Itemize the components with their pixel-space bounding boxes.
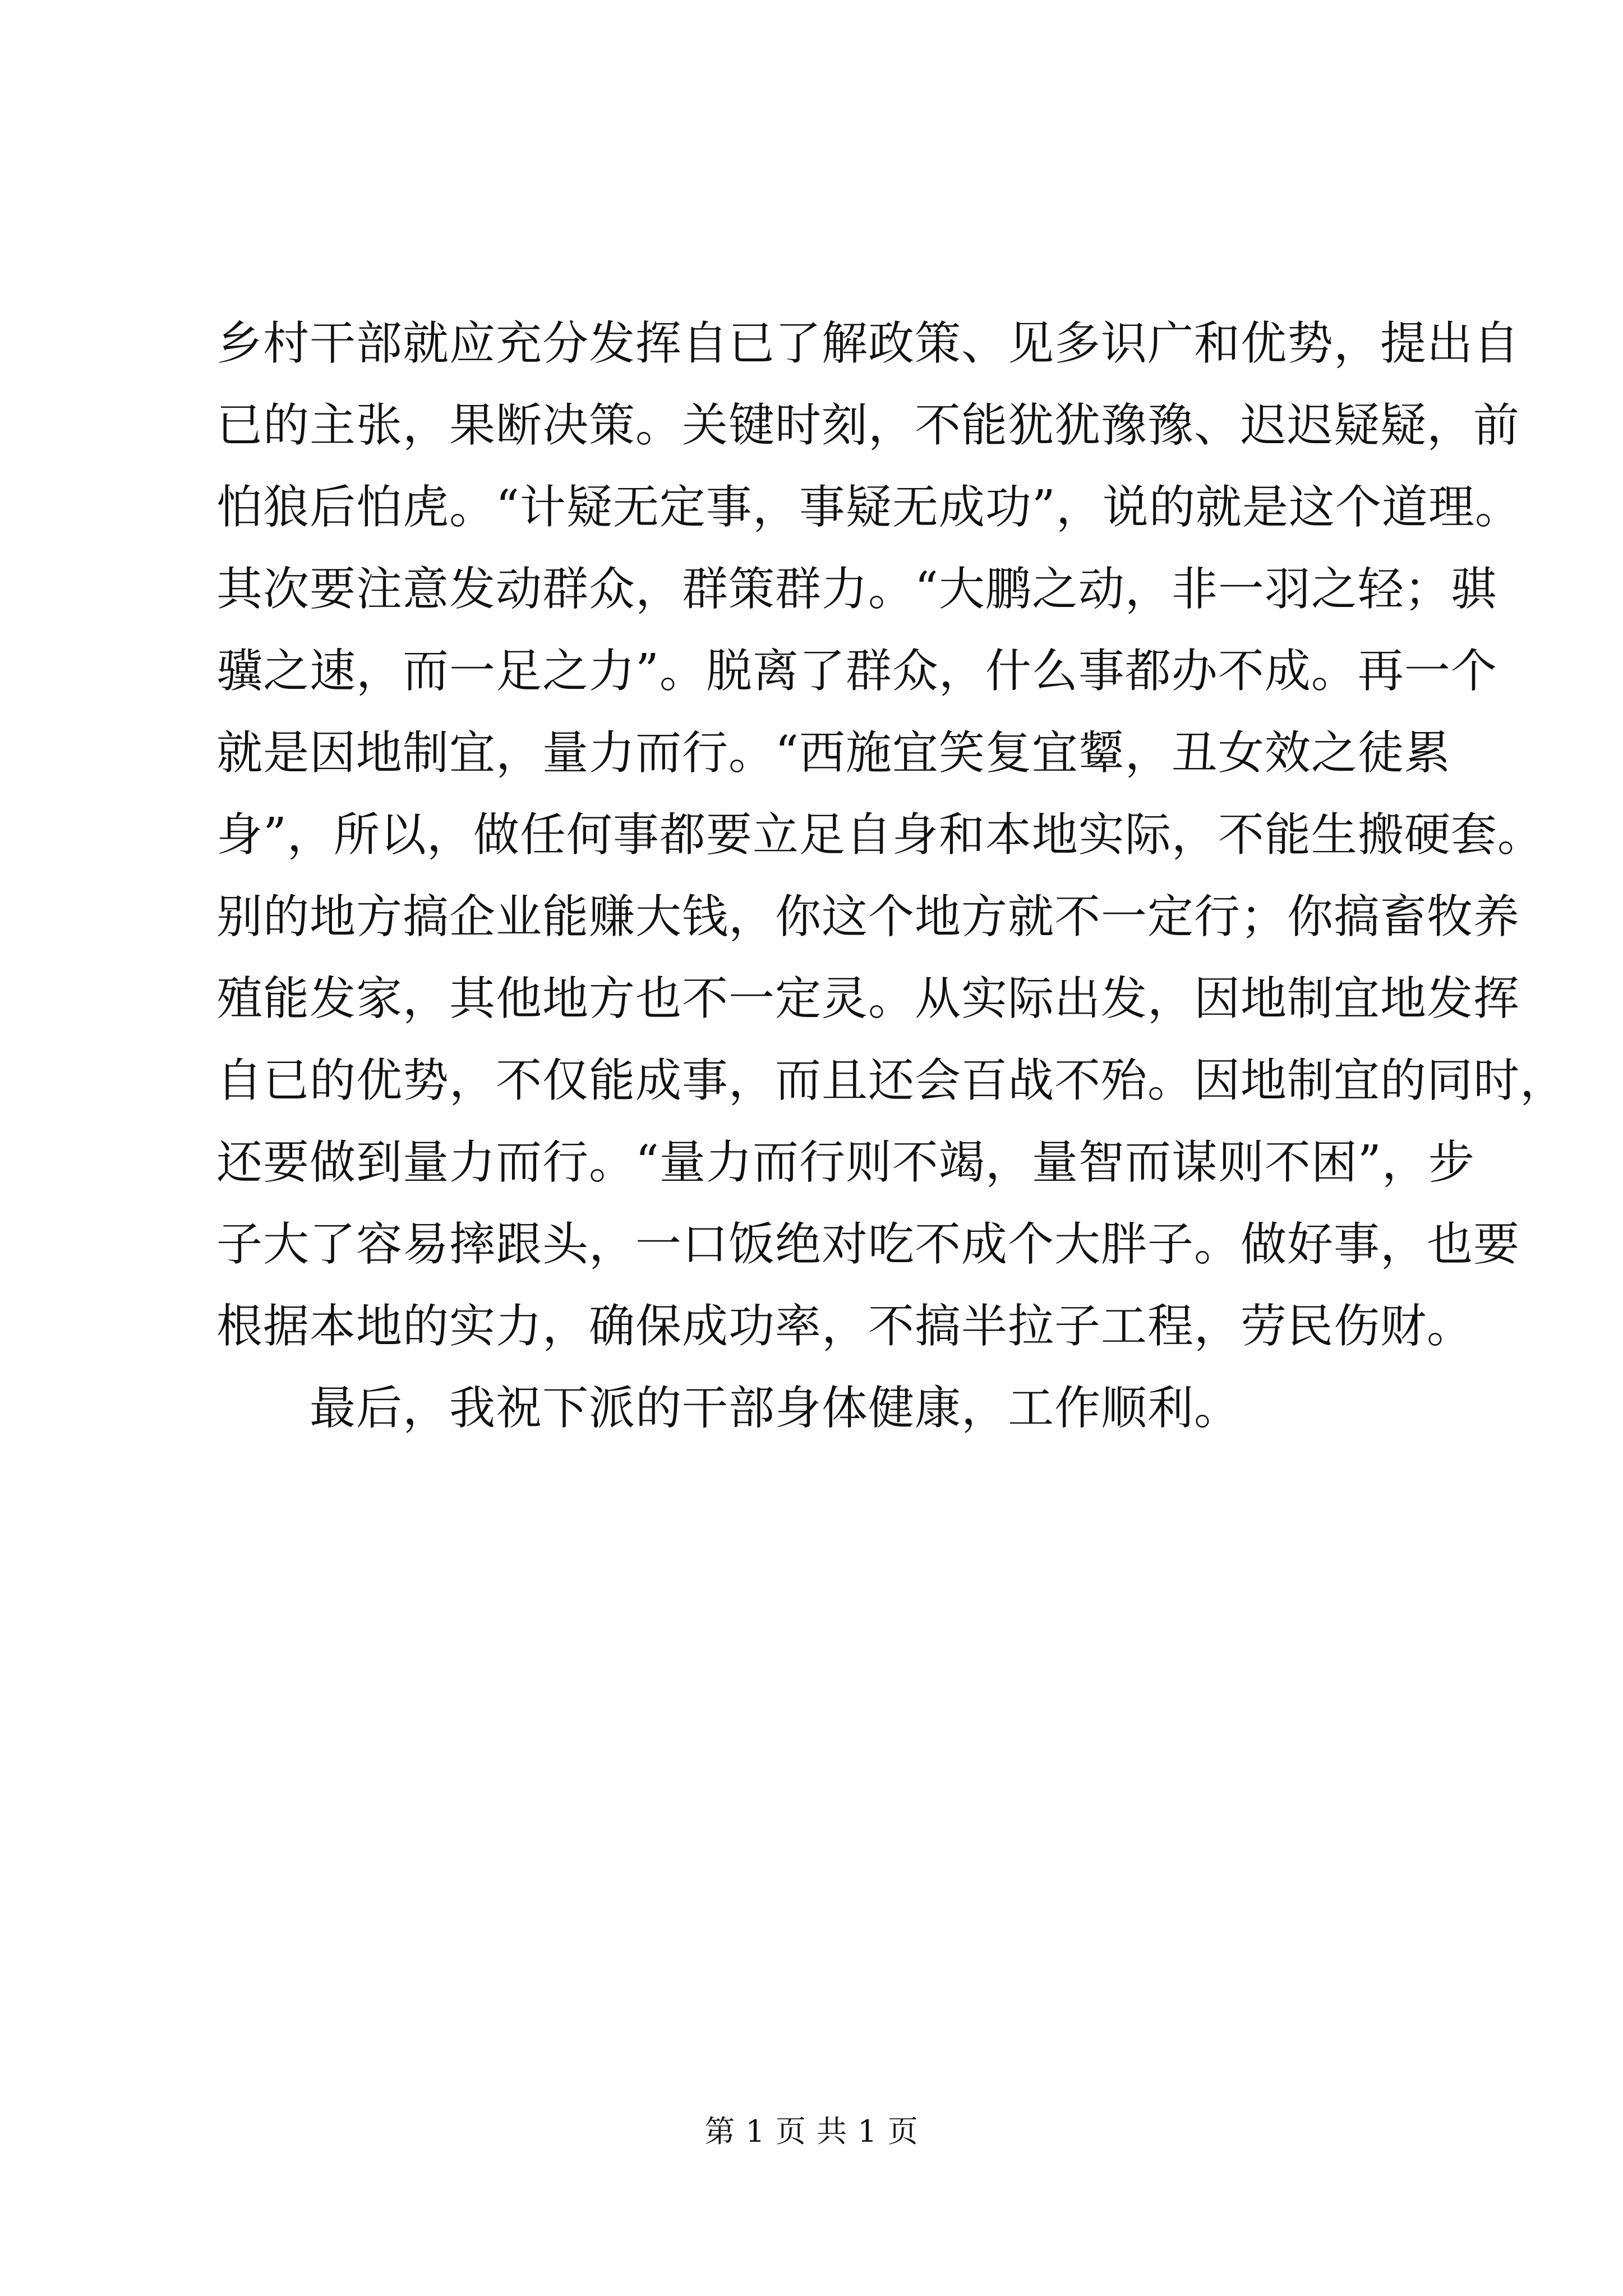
body-line-3: 怕狼后怕虎。“计疑无定事，事疑无成功”，说的就是这个道理。 [216,481,1521,534]
body-line-8: 别的地方搞企业能赚大钱，你这个地方就不一定行；你搞畜牧养 [216,890,1520,944]
body-line-12: 子大了容易摔跟头，一口饭绝对吃不成个大胖子。做好事，也要 [216,1218,1520,1271]
body-line-13: 根据本地的实力，确保成功率，不搞半拉子工程，劳民伤财。 [216,1300,1474,1353]
body-line-11: 还要做到量力而行。“量力而行则不竭，量智而谋则不困”，步 [216,1136,1475,1189]
body-line-1: 乡村干部就应充分发挥自已了解政策、见多识广和优势，提出自 [216,317,1520,370]
page-number-footer: 第 1 页 共 1 页 [704,2114,919,2149]
body-line-6: 就是因地制宜，量力而行。“西施宜笑复宜颦，丑女效之徒累 [216,726,1451,780]
closing-line: 最后，我祝下派的干部身体健康，工作顺利。 [310,1382,1241,1435]
body-line-4: 其次要注意发动群众，群策群力。“大鹏之动，非一羽之轻；骐 [216,563,1497,616]
body-line-2: 已的主张，果断决策。关键时刻，不能犹犹豫豫、迟迟疑疑，前 [216,399,1520,452]
body-line-7: 身”，所以，做任何事都要立足自身和本地实际，不能生搬硬套。 [216,808,1544,862]
body-line-9: 殖能发家，其他地方也不一定灵。从实际出发，因地制宜地发挥 [216,972,1520,1025]
body-line-5: 骥之速，而一足之力”。脱离了群众，什么事都办不成。再一个 [216,645,1497,698]
body-line-10: 自已的优势，不仅能成事，而且还会百战不殆。因地制宜的同时， [216,1054,1567,1107]
document-body [216,303,1567,1450]
